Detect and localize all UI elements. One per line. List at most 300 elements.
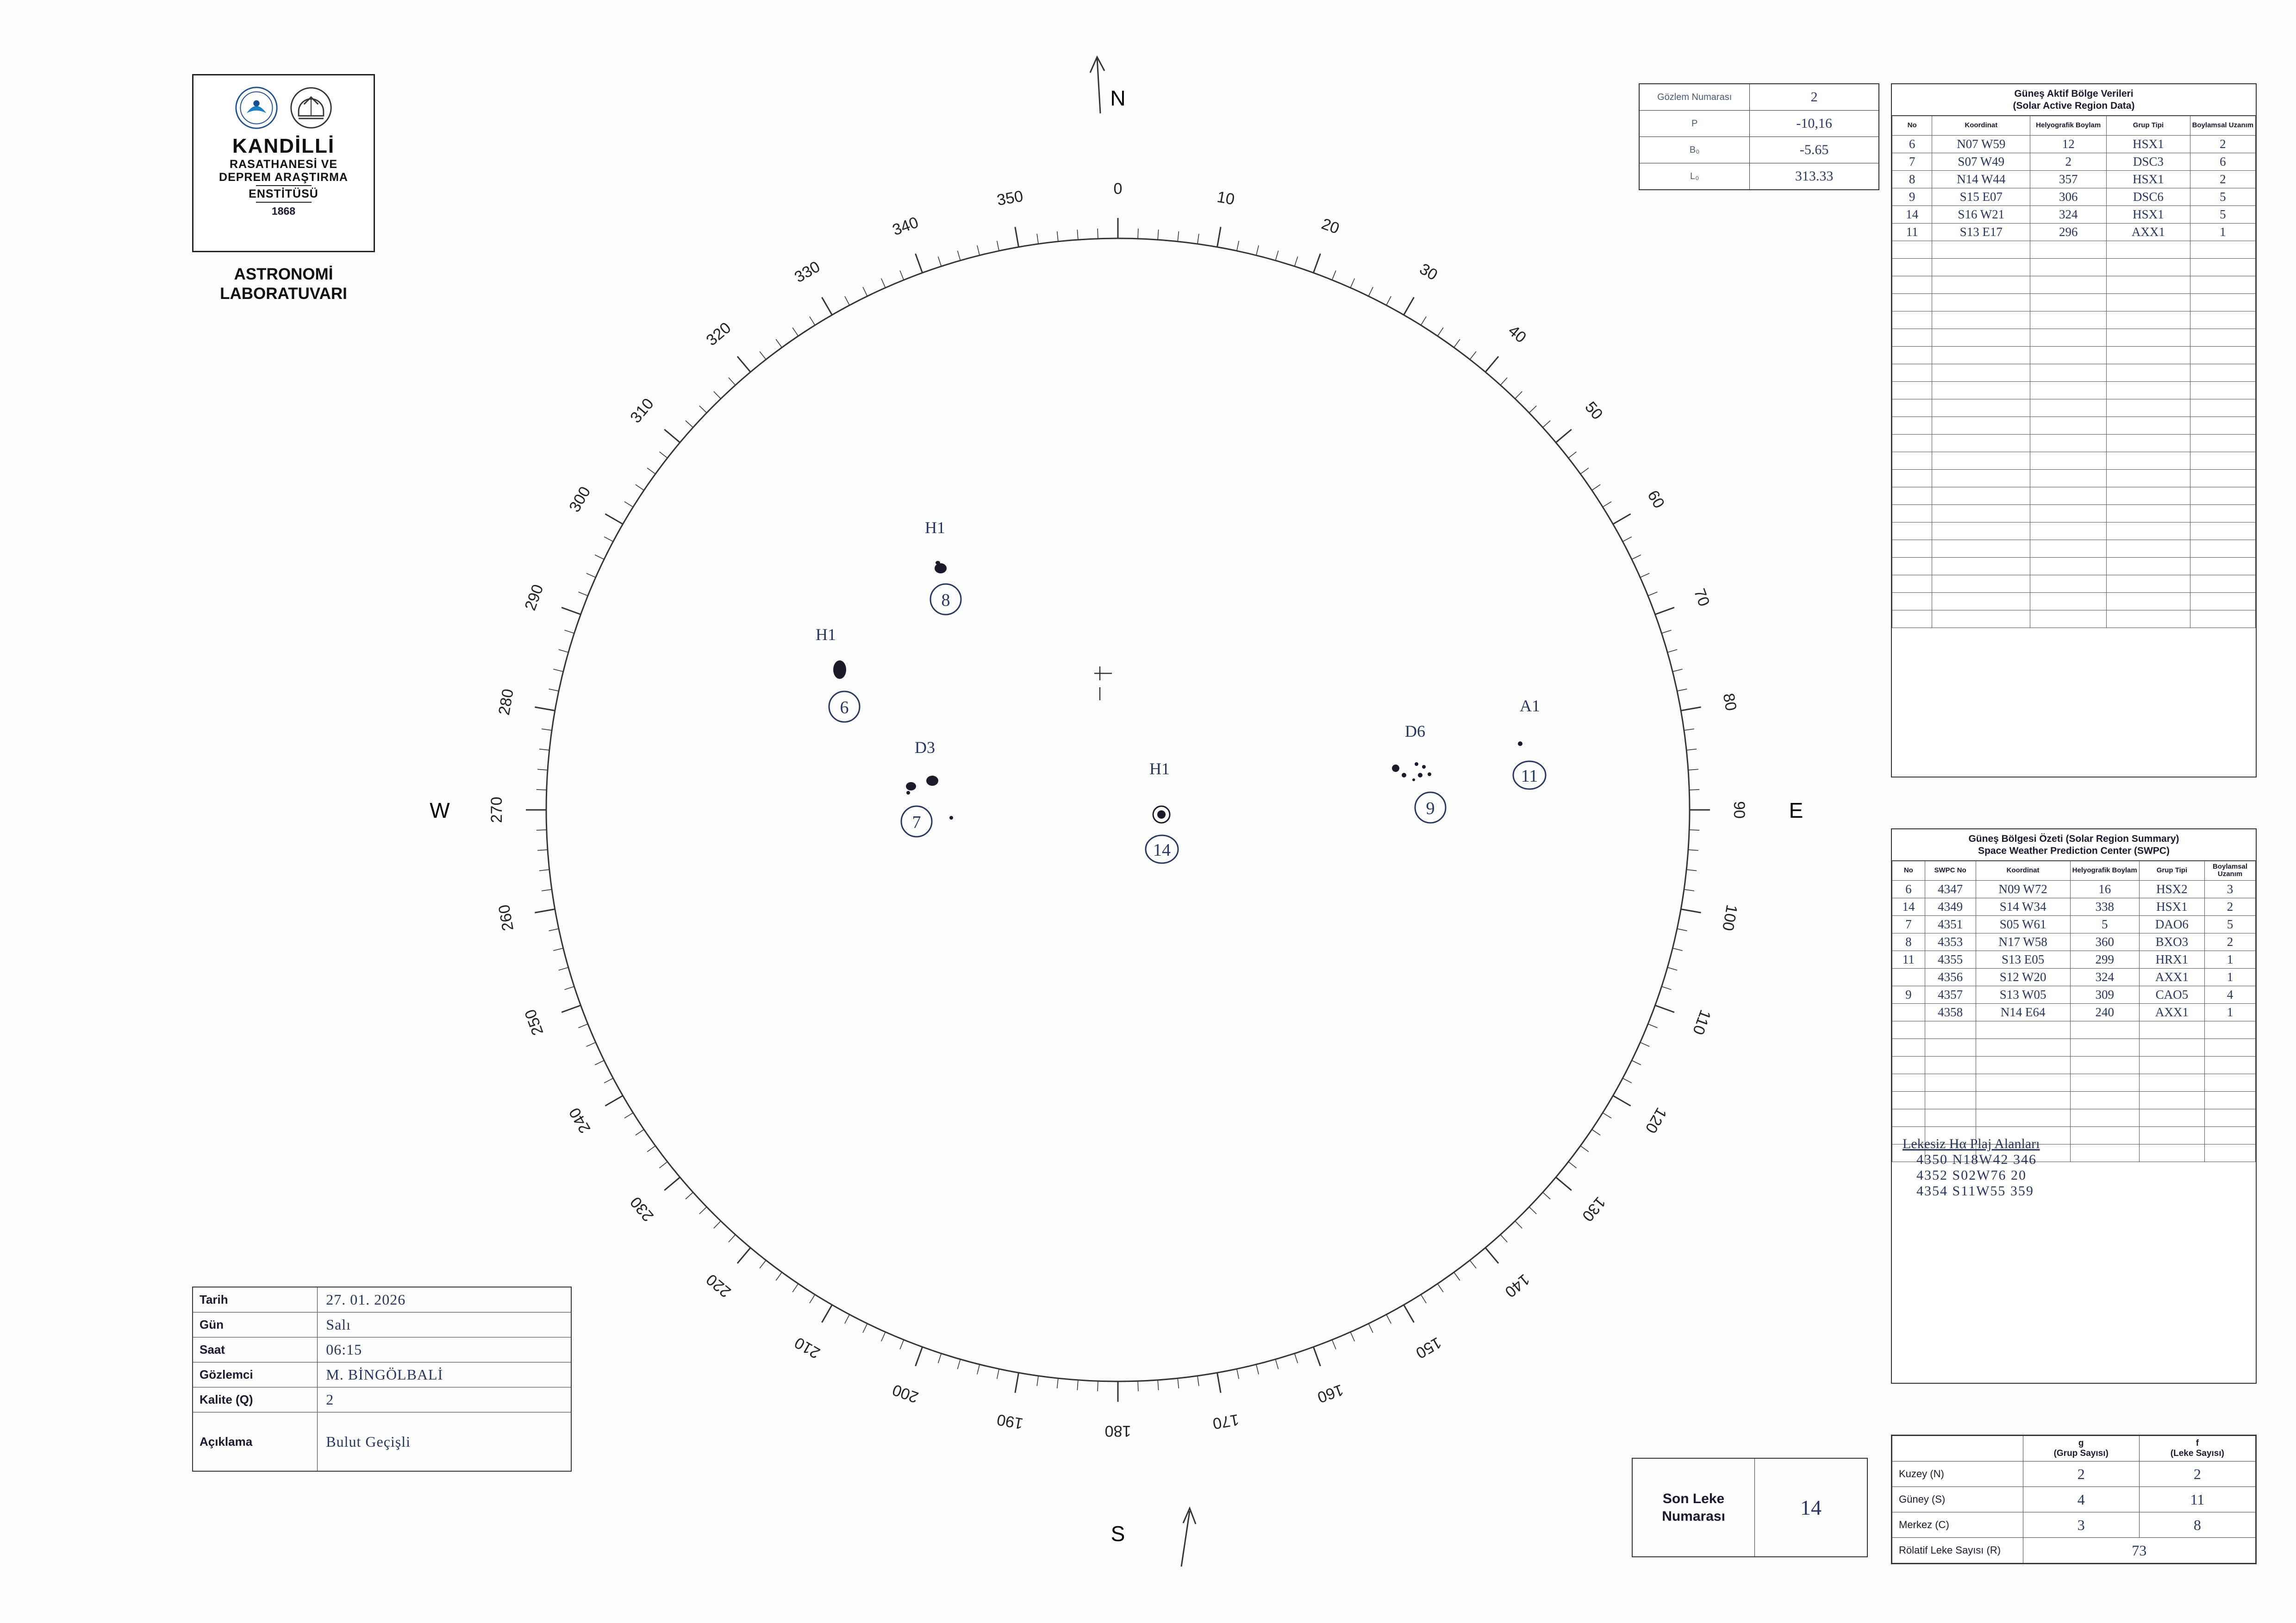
table-row-empty <box>1892 540 2256 557</box>
obs-header-key: B₀ <box>1640 137 1750 163</box>
table-cell-empty <box>1892 1038 1925 1056</box>
table-cell-empty <box>2070 1091 2139 1109</box>
table-cell-empty <box>2139 1056 2204 1074</box>
table-cell: 1 <box>2205 968 2256 986</box>
table-row-empty <box>1892 1091 2256 1109</box>
table-cell-empty <box>2070 1109 2139 1126</box>
table-cell: N14 E64 <box>1976 1003 2070 1021</box>
table-cell: 2 <box>2205 933 2256 951</box>
table-row-empty <box>1892 329 2256 346</box>
obs-header-key: L₀ <box>1640 163 1750 189</box>
column-header: Helyografik Boylam <box>2070 861 2139 880</box>
table-row-empty <box>1892 1021 2256 1038</box>
table-cell: S16 W21 <box>1932 205 2030 223</box>
table-cell-empty <box>2030 522 2107 540</box>
table-cell-empty <box>2205 1021 2256 1038</box>
table-cell-empty <box>1892 557 1932 575</box>
table-cell-empty <box>1976 1056 2070 1074</box>
info-value: 06:15 <box>326 1341 362 1358</box>
table-cell-empty <box>2107 364 2190 381</box>
degree-label: 190 <box>995 1410 1025 1433</box>
table-cell-empty <box>1892 1091 1925 1109</box>
info-label: Gün <box>193 1312 318 1337</box>
table-cell: N07 W59 <box>1932 135 2030 153</box>
table-cell-empty <box>2205 1109 2256 1126</box>
counts-row-label: Güney (S) <box>1892 1487 2023 1512</box>
last-spot-label: Son Leke Numarası <box>1633 1459 1755 1556</box>
table-cell-empty <box>2030 381 2107 399</box>
table-cell-empty <box>1976 1074 2070 1091</box>
table-cell-empty <box>2030 399 2107 417</box>
table-cell-empty <box>2030 329 2107 346</box>
counts-row-label: Merkez (C) <box>1892 1512 2023 1538</box>
table-cell-empty <box>1932 610 2030 628</box>
table-row <box>1892 205 2256 223</box>
plage-note-row: 4350 N18W42 346 <box>1916 1152 2037 1167</box>
info-row <box>193 1412 571 1471</box>
column-header: No <box>1892 861 1925 880</box>
table-cell-empty <box>1932 311 2030 329</box>
table-cell-empty <box>1932 258 2030 276</box>
info-value: M. BİNGÖLBALİ <box>326 1366 443 1383</box>
counts-row <box>1892 1512 2256 1538</box>
info-label: Kalite (Q) <box>193 1387 318 1412</box>
table-cell-empty <box>2030 293 2107 311</box>
sunspot-groups <box>816 518 1546 863</box>
table-cell: HSX2 <box>2139 880 2204 898</box>
table-cell-empty <box>1932 346 2030 364</box>
table-cell-empty <box>2107 434 2190 452</box>
table-cell: 3 <box>2205 880 2256 898</box>
table-cell-empty <box>2205 1074 2256 1091</box>
table-cell-empty <box>2107 557 2190 575</box>
srs-table <box>1892 861 2256 1162</box>
table-row-empty <box>1892 276 2256 293</box>
cardinal-east: E <box>1789 798 1803 822</box>
table-cell-empty <box>1892 329 1932 346</box>
degree-label: 250 <box>521 1007 547 1038</box>
table-cell: 11 <box>1892 223 1932 241</box>
counts-row <box>1892 1461 2256 1487</box>
table-cell-empty <box>2107 258 2190 276</box>
table-row <box>1892 915 2256 933</box>
table-row-empty <box>1892 1038 2256 1056</box>
degree-label: 20 <box>1319 215 1342 238</box>
table-cell: 11 <box>1892 951 1925 968</box>
column-header: Boylamsal Uzanım <box>2190 116 2255 135</box>
table-cell-empty <box>1892 417 1932 434</box>
table-cell-empty <box>1892 469 1932 487</box>
laboratory-title <box>192 265 375 304</box>
table-row-empty <box>1892 452 2256 469</box>
table-cell: S12 W20 <box>1976 968 2070 986</box>
table-cell: N09 W72 <box>1976 880 2070 898</box>
table-cell-empty <box>1925 1021 1976 1038</box>
counts-group-value: 3 <box>2023 1512 2139 1538</box>
table-cell-empty <box>2107 399 2190 417</box>
counts-corner <box>1892 1436 2023 1461</box>
table-cell: S14 W34 <box>1976 898 2070 915</box>
degree-label: 70 <box>1690 586 1713 609</box>
table-cell-empty <box>2107 329 2190 346</box>
table-cell-empty <box>2030 575 2107 592</box>
table-cell: 12 <box>2030 135 2107 153</box>
table-cell: DSC6 <box>2107 188 2190 205</box>
cardinal-south: S <box>1111 1522 1125 1546</box>
table-cell-empty <box>2107 346 2190 364</box>
table-cell: 6 <box>2190 153 2255 170</box>
table-cell-empty <box>2107 522 2190 540</box>
table-cell-empty <box>2107 575 2190 592</box>
obs-header-value: -5.65 <box>1799 142 1829 157</box>
table-cell: 5 <box>2190 205 2255 223</box>
group-label-9: D6 <box>1405 722 1425 740</box>
table-cell-empty <box>2205 1056 2256 1074</box>
sunspot-group-8 <box>925 518 961 615</box>
table-cell-empty <box>2030 346 2107 364</box>
table-cell-empty <box>2030 276 2107 293</box>
table-cell-empty <box>2070 1056 2139 1074</box>
table-row <box>1892 986 2256 1003</box>
table-cell-empty <box>1892 1056 1925 1074</box>
observation-info-table <box>192 1287 572 1472</box>
table-cell-empty <box>1892 610 1932 628</box>
table-row-empty <box>1892 399 2256 417</box>
degree-label: 230 <box>627 1193 657 1225</box>
plage-note-row: 4354 S11W55 359 <box>1916 1183 2034 1199</box>
table-row <box>1892 933 2256 951</box>
info-label: Gözlemci <box>193 1362 318 1387</box>
info-row <box>193 1387 571 1412</box>
table-cell-empty <box>1932 487 2030 504</box>
table-cell-empty <box>2030 557 2107 575</box>
last-spot-value: 14 <box>1800 1496 1822 1519</box>
column-header: Boylamsal Uzanım <box>2205 861 2256 880</box>
table-cell-empty <box>1892 276 1932 293</box>
table-cell: N14 W44 <box>1932 170 2030 188</box>
table-cell: 357 <box>2030 170 2107 188</box>
table-cell: 7 <box>1892 153 1932 170</box>
table-cell-empty <box>2107 241 2190 258</box>
table-cell-empty <box>1932 399 2030 417</box>
table-cell-empty <box>2190 241 2255 258</box>
table-row-empty <box>1892 293 2256 311</box>
table-cell-empty <box>1892 241 1932 258</box>
table-cell-empty <box>2030 434 2107 452</box>
table-cell: HRX1 <box>2139 951 2204 968</box>
sunspot-group-7 <box>901 738 953 837</box>
table-cell: 306 <box>2030 188 2107 205</box>
table-row <box>1892 968 2256 986</box>
table-cell: 4355 <box>1925 951 1976 968</box>
table-row-empty <box>1892 557 2256 575</box>
table-cell-empty <box>1925 1091 1976 1109</box>
table-cell-empty <box>1892 381 1932 399</box>
table-row-empty <box>1892 381 2256 399</box>
table-cell-empty <box>1932 452 2030 469</box>
degree-label: 310 <box>627 395 657 427</box>
university-seal-icon <box>234 86 279 130</box>
table-cell-empty <box>1892 293 1932 311</box>
table-cell-empty <box>2107 293 2190 311</box>
counts-row-label: Kuzey (N) <box>1892 1461 2023 1487</box>
table-cell-empty <box>1925 1074 1976 1091</box>
degree-label: 290 <box>521 582 547 613</box>
table-row <box>1892 898 2256 915</box>
obs-header-row <box>1640 137 1878 163</box>
table-cell: HSX1 <box>2139 898 2204 915</box>
table-cell-empty <box>2107 417 2190 434</box>
table-cell-empty <box>2139 1091 2204 1109</box>
degree-label: 90 <box>1730 801 1748 819</box>
table-cell-empty <box>2190 329 2255 346</box>
table-cell-empty <box>2107 469 2190 487</box>
degree-label: 220 <box>703 1270 735 1301</box>
table-cell: DSC3 <box>2107 153 2190 170</box>
table-cell-empty <box>1892 346 1932 364</box>
degree-label: 40 <box>1504 322 1530 347</box>
obs-header-row <box>1640 111 1878 137</box>
table-row-empty <box>1892 504 2256 522</box>
table-cell: 296 <box>2030 223 2107 241</box>
table-cell-empty <box>2139 1021 2204 1038</box>
counts-group-value: 2 <box>2023 1461 2139 1487</box>
table-header-row <box>1892 861 2256 880</box>
table-cell-empty <box>2190 540 2255 557</box>
counts-row <box>1892 1487 2256 1512</box>
column-header: Koordinat <box>1932 116 2030 135</box>
table-cell-empty <box>1932 575 2030 592</box>
table-row-empty <box>1892 610 2256 628</box>
table-cell-empty <box>2107 452 2190 469</box>
table-cell: 360 <box>2070 933 2139 951</box>
degree-label: 280 <box>495 687 518 717</box>
table-cell: 6 <box>1892 880 1925 898</box>
table-cell: HSX1 <box>2107 135 2190 153</box>
obs-header-value: 313.33 <box>1795 168 1834 184</box>
table-cell: 309 <box>2070 986 2139 1003</box>
table-cell-empty <box>1932 592 2030 610</box>
table-cell-empty <box>1892 434 1932 452</box>
srs-title <box>1892 829 2256 861</box>
table-cell-empty <box>2190 417 2255 434</box>
table-cell: 2 <box>2030 153 2107 170</box>
table-cell-empty <box>2070 1021 2139 1038</box>
table-cell-empty <box>2190 399 2255 417</box>
table-cell-empty <box>1925 1038 1976 1056</box>
sunspot-group-6 <box>816 625 860 722</box>
table-cell: 4353 <box>1925 933 1976 951</box>
group-label-8: H1 <box>925 518 945 537</box>
laboratory-title-line1: ASTRONOMİ <box>234 265 333 283</box>
table-cell-empty <box>1892 1109 1925 1126</box>
table-cell-empty <box>1892 399 1932 417</box>
table-cell: 4351 <box>1925 915 1976 933</box>
group-label-7: D3 <box>915 738 935 757</box>
table-cell-empty <box>2190 557 2255 575</box>
info-value: Salı <box>326 1316 351 1333</box>
table-cell-empty <box>2107 311 2190 329</box>
degree-label: 180 <box>1104 1422 1131 1440</box>
info-value: 2 <box>326 1391 334 1408</box>
table-cell-empty <box>2030 364 2107 381</box>
cardinal-west: W <box>430 798 450 822</box>
table-cell: 14 <box>1892 205 1932 223</box>
svg-text:7: 7 <box>912 813 921 832</box>
table-cell-empty <box>2190 504 2255 522</box>
table-cell-empty <box>2190 381 2255 399</box>
info-row <box>193 1287 571 1312</box>
table-cell-empty <box>1932 434 2030 452</box>
table-cell-empty <box>2139 1038 2204 1056</box>
table-row-empty <box>1892 417 2256 434</box>
table-cell-empty <box>2070 1074 2139 1091</box>
relative-number-value: 73 <box>2023 1538 2255 1563</box>
logo-divider-bottom <box>256 202 312 203</box>
table-cell: S15 E07 <box>1932 188 2030 205</box>
table-cell-empty <box>2107 540 2190 557</box>
table-row-empty <box>1892 1109 2256 1126</box>
table-row-empty <box>1892 311 2256 329</box>
table-cell-empty <box>2030 540 2107 557</box>
sunspot-group-14 <box>1146 759 1178 863</box>
info-row <box>193 1312 571 1337</box>
table-cell-empty <box>2107 381 2190 399</box>
table-cell: 338 <box>2070 898 2139 915</box>
column-header: Grup Tipi <box>2139 861 2204 880</box>
table-cell-empty <box>2139 1109 2204 1126</box>
info-label: Tarih <box>193 1287 318 1312</box>
solar-disk-chart <box>407 44 1828 1576</box>
table-cell <box>1892 1003 1925 1021</box>
table-cell-empty <box>2190 575 2255 592</box>
degree-label: 320 <box>703 319 735 349</box>
spot-counts-table <box>1891 1435 2257 1564</box>
table-cell-empty <box>2205 1038 2256 1056</box>
svg-text:14: 14 <box>1153 840 1171 860</box>
column-header: No <box>1892 116 1932 135</box>
info-label: Saat <box>193 1337 318 1362</box>
table-cell: 4357 <box>1925 986 1976 1003</box>
table-row-empty <box>1892 364 2256 381</box>
table-header-row <box>1892 116 2256 135</box>
table-cell-empty <box>2030 311 2107 329</box>
cardinal-north: N <box>1110 86 1126 110</box>
table-row-empty <box>1892 575 2256 592</box>
solar-region-summary-panel <box>1891 828 2257 1384</box>
table-cell-empty <box>1892 364 1932 381</box>
institute-year: 1868 <box>271 205 296 217</box>
svg-text:9: 9 <box>1426 799 1435 818</box>
obs-header-row <box>1640 84 1878 111</box>
table-cell-empty <box>2107 487 2190 504</box>
degree-label: 120 <box>1641 1104 1670 1137</box>
counts-spot-value: 8 <box>2139 1512 2255 1538</box>
table-cell-empty <box>2030 592 2107 610</box>
laboratory-title-line2: LABORATUVARI <box>220 285 347 303</box>
group-label-14: H1 <box>1149 759 1170 778</box>
table-cell: 2 <box>2205 898 2256 915</box>
info-value: 27. 01. 2026 <box>326 1291 406 1308</box>
table-cell-empty <box>1892 311 1932 329</box>
table-cell: 2 <box>2190 170 2255 188</box>
table-cell: N17 W58 <box>1976 933 2070 951</box>
institute-sub-2: DEPREM ARAŞTIRMA <box>219 171 348 184</box>
table-cell: 4356 <box>1925 968 1976 986</box>
table-cell-empty <box>2030 610 2107 628</box>
table-cell: CAO5 <box>2139 986 2204 1003</box>
relative-number-row <box>1892 1538 2256 1563</box>
table-cell-empty <box>2205 1091 2256 1109</box>
group-label-6: H1 <box>816 625 836 644</box>
table-cell: 5 <box>2190 188 2255 205</box>
table-cell-empty <box>1976 1021 2070 1038</box>
table-cell: S07 W49 <box>1932 153 2030 170</box>
table-row <box>1892 153 2256 170</box>
info-row <box>193 1337 571 1362</box>
table-cell-empty <box>2190 522 2255 540</box>
table-cell: 4349 <box>1925 898 1976 915</box>
sar-table <box>1892 116 2256 628</box>
column-header: SWPC No <box>1925 861 1976 880</box>
info-label: Açıklama <box>193 1412 318 1471</box>
table-cell-empty <box>2070 1038 2139 1056</box>
table-cell-empty <box>1892 1021 1925 1038</box>
srs-title-line2: Space Weather Prediction Center (SWPC) <box>1978 846 2170 857</box>
table-cell: S05 W61 <box>1976 915 2070 933</box>
table-cell-empty <box>1976 1038 2070 1056</box>
table-cell: 4 <box>2205 986 2256 1003</box>
table-cell: DAO6 <box>2139 915 2204 933</box>
table-cell-empty <box>2190 469 2255 487</box>
obs-header-key: Gözlem Numarası <box>1640 84 1750 110</box>
table-cell: 1 <box>2205 951 2256 968</box>
srs-title-line1: Güneş Bölgesi Özeti (Solar Region Summary) <box>1968 833 2179 844</box>
info-row <box>193 1362 571 1387</box>
table-cell: 299 <box>2070 951 2139 968</box>
table-cell: 2 <box>2190 135 2255 153</box>
degree-label: 10 <box>1216 188 1236 209</box>
table-cell-empty <box>2190 258 2255 276</box>
sar-title-line1: Güneş Aktif Bölge Verileri <box>2014 88 2134 99</box>
table-cell-empty <box>1932 381 2030 399</box>
table-cell-empty <box>1892 1074 1925 1091</box>
table-cell <box>1892 968 1925 986</box>
table-cell-empty <box>2107 504 2190 522</box>
degree-label: 150 <box>1412 1333 1445 1362</box>
table-cell-empty <box>2107 276 2190 293</box>
table-cell-empty <box>1925 1109 1976 1126</box>
table-cell-empty <box>2190 452 2255 469</box>
degree-label: 330 <box>791 258 824 286</box>
table-row-empty <box>1892 487 2256 504</box>
table-cell-empty <box>2030 452 2107 469</box>
table-cell-empty <box>1892 258 1932 276</box>
table-cell-empty <box>2190 487 2255 504</box>
solar-active-region-panel <box>1891 83 2257 777</box>
plage-note-row: 4352 S02W76 20 <box>1916 1168 2027 1183</box>
group-label-11: A1 <box>1520 696 1540 715</box>
table-cell: 324 <box>2070 968 2139 986</box>
table-cell-empty <box>1932 276 2030 293</box>
sar-title <box>1892 84 2256 116</box>
table-cell-empty <box>2190 276 2255 293</box>
disk-center-cross <box>1094 666 1112 700</box>
table-cell: 324 <box>2030 205 2107 223</box>
table-cell-empty <box>2139 1074 2204 1091</box>
table-cell-empty <box>2030 241 2107 258</box>
obs-header-value: -10,16 <box>1796 116 1832 131</box>
